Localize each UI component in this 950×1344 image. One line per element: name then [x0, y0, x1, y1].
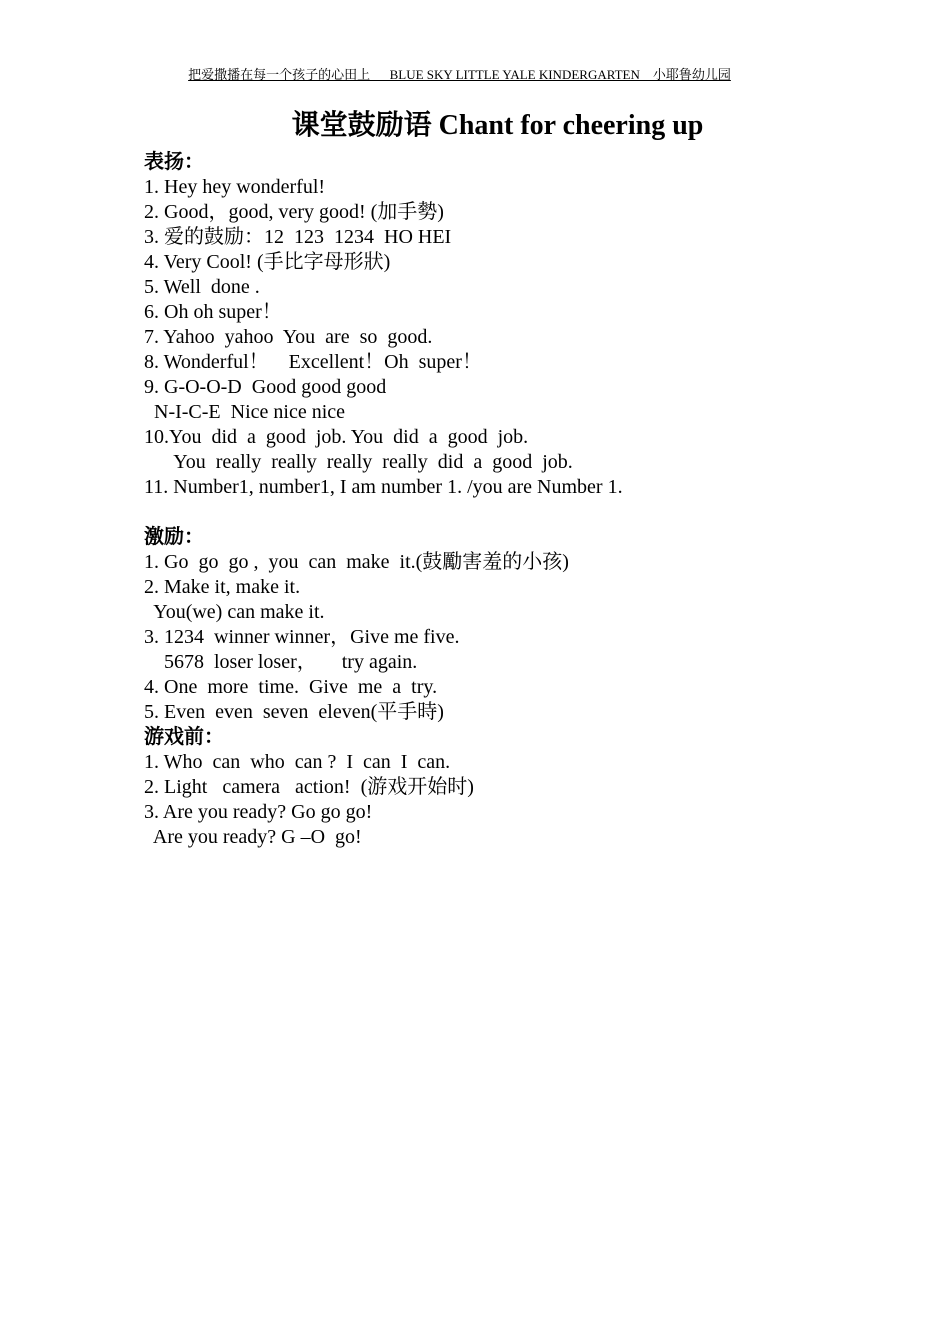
list-item: 1. Go go go , you can make it.(鼓勵害羞的小孩) — [144, 551, 569, 573]
list-item: 1. Hey hey wonderful! — [144, 176, 326, 198]
list-item: 2. Light camera action! (游戏开始时) — [144, 776, 474, 798]
section-heading-praise: 表扬： — [144, 151, 204, 173]
list-item: You(we) can make it. — [144, 601, 325, 623]
section-spacer — [144, 500, 904, 525]
list-item: 4. Very Cool! (手比字母形狀) — [144, 251, 391, 273]
list-item: 6. Oh oh super！ — [144, 301, 282, 323]
list-item: 9. G-O-O-D Good good good — [144, 376, 387, 398]
list-item: 2. Good，good, very good! (加手勢) — [144, 201, 444, 223]
list-item: 7. Yahoo yahoo You are so good. — [144, 326, 433, 348]
document-body — [144, 150, 904, 850]
page-header — [0, 66, 919, 84]
list-item: Are you ready? G –O go! — [144, 826, 362, 848]
list-item: 8. Wonderful！ Excellent！Oh super！ — [144, 351, 482, 373]
list-item: N-I-C-E Nice nice nice — [144, 401, 346, 423]
list-item: 11. Number1, number1, I am number 1. /you are Number 1. — [144, 476, 623, 498]
list-item: 10.You did a good job. You did a good job. — [144, 426, 529, 448]
page-title: 课堂鼓励语 Chant for cheering up — [291, 110, 704, 141]
list-item: You really really really really did a good job. — [144, 451, 573, 473]
list-item: 2. Make it, make it. — [144, 576, 301, 598]
list-item: 5. Even even seven eleven(平手時) — [144, 701, 444, 723]
list-item: 3. 爱的鼓励：12 123 1234 HO HEI — [144, 226, 452, 248]
list-item: 1. Who can who can ? I can I can. — [144, 751, 451, 773]
list-item: 4. One more time. Give me a try. — [144, 676, 438, 698]
section-heading-encourage: 激励： — [144, 526, 204, 548]
list-item: 3. Are you ready? Go go go! — [144, 801, 373, 823]
list-item: 3. 1234 winner winner，Give me five. — [144, 626, 460, 648]
section-heading-before-game: 游戏前： — [144, 726, 224, 748]
list-item: 5. Well done . — [144, 276, 260, 298]
list-item: 5678 loser loser， try again. — [144, 651, 418, 673]
header-text: 把爱撒播在每一个孩子的心田上 BLUE SKY LITTLE YALE KINDERGARTEN 小耶鲁幼儿园 — [188, 67, 731, 82]
